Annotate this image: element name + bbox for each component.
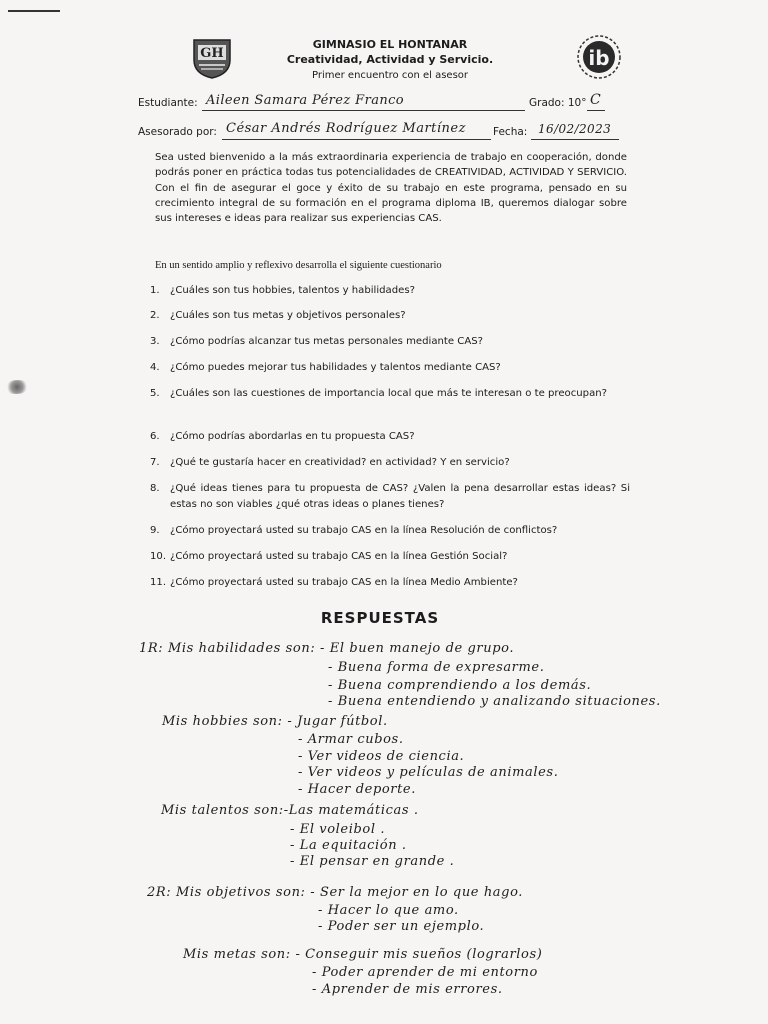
ib-letter: ib (588, 46, 610, 70)
question-number: 1. (150, 285, 160, 296)
answer-line: - Buena entendiendo y analizando situaciones. (328, 694, 661, 709)
answer-line: - Buena forma de expresarme. (328, 660, 545, 675)
advisor-name-value: César Andrés Rodríguez Martínez (226, 121, 466, 136)
date-underline (531, 139, 619, 140)
answer-line: - Buena comprendiendo a los demás. (328, 678, 592, 693)
answer-line: - El pensar en grande . (290, 854, 455, 869)
question-number: 2. (150, 310, 160, 321)
question-4 (150, 360, 630, 376)
school-name: GIMNASIO EL HONTANAR (312, 38, 468, 51)
question-number: 6. (150, 431, 160, 442)
answers-heading: RESPUESTAS (320, 609, 440, 627)
question-text: ¿Cómo podrías alcanzar tus metas personales mediante CAS? (170, 336, 484, 347)
question-text: ¿Qué ideas tienes para tu propuesta de CAS? ¿Valen la pena desarrollar estas ideas? Si estas no son viables ¿qué otras ideas o planes tienes? (170, 483, 630, 510)
answer-line: - Ver videos de ciencia. (298, 749, 465, 764)
question-text: ¿Cómo proyectará usted su trabajo CAS en la línea Medio Ambiente? (170, 577, 518, 588)
session-subtitle: Primer encuentro con el asesor (311, 70, 469, 81)
question-text: ¿Cómo proyectará usted su trabajo CAS en la línea Gestión Social? (170, 551, 508, 562)
student-label: Estudiante: (138, 97, 198, 109)
school-shield-logo (190, 36, 234, 80)
question-text: ¿Cuáles son tus metas y objetivos personales? (170, 310, 406, 321)
answer-line: Mis hobbies son: - Jugar fútbol. (162, 714, 388, 729)
grade-underline (587, 110, 605, 111)
student-underline (202, 110, 525, 111)
answer-line: Mis talentos son:-Las matemáticas . (161, 803, 419, 818)
question-5 (150, 386, 630, 402)
question-number: 4. (150, 362, 160, 373)
answer-line: Mis metas son: - Conseguir mis sueños (lograrlos) (183, 947, 543, 962)
question-3 (150, 334, 630, 350)
grade-label: Grado: 10° (529, 97, 587, 109)
student-name-value: Aileen Samara Pérez Franco (206, 93, 405, 108)
question-text: ¿Cuáles son tus hobbies, talentos y habilidades? (170, 285, 415, 296)
answer-line: - Ver videos y películas de animales. (298, 765, 559, 780)
question-number: 9. (150, 525, 160, 536)
shield-letters: GH (200, 46, 224, 61)
program-title: Creatividad, Actividad y Servicio. (286, 53, 494, 66)
question-1 (150, 283, 630, 299)
question-text: ¿Cómo puedes mejorar tus habilidades y talentos mediante CAS? (170, 362, 501, 373)
question-number: 10. (150, 551, 167, 562)
corner-pen-mark (8, 10, 60, 12)
question-number: 7. (150, 457, 160, 468)
question-2 (150, 308, 630, 324)
ink-smudge (6, 380, 28, 394)
question-11 (150, 575, 630, 591)
answer-line: - Poder aprender de mi entorno (312, 965, 538, 980)
answer-line: - Armar cubos. (298, 732, 404, 747)
answer-line: - La equitación . (290, 838, 407, 853)
answer-line: - El voleibol . (290, 822, 386, 837)
grade-value: C (590, 92, 601, 108)
answer-line: - Aprender de mis errores. (312, 982, 503, 997)
ib-logo (574, 34, 624, 80)
question-10 (150, 549, 630, 565)
answer-line: - Hacer deporte. (298, 782, 416, 797)
question-text: ¿Cómo podrías abordarlas en tu propuesta CAS? (170, 431, 415, 442)
answer-line: - Hacer lo que amo. (318, 903, 459, 918)
date-value: 16/02/2023 (538, 122, 612, 136)
instruction-line: En un sentido amplio y reflexivo desarrolla el siguiente cuestionario (155, 260, 442, 271)
question-8 (150, 481, 630, 512)
question-text: ¿Cuáles son las cuestiones de importancia local que más te interesan o te preocupan? (170, 388, 608, 399)
answer-line: 2R: Mis objetivos son: - Ser la mejor en lo que hago. (147, 885, 524, 900)
intro-paragraph: Sea usted bienvenido a la más extraordinaria experiencia de trabajo en cooperación, donde podrás poner en práctica todas tus potencialidades de CREATIVIDAD, ACTIVIDAD Y SERVICIO. Con el fin de asegurar el goce y éxito de su trabajo en este programa, pensado en su crecimiento integral de su formación en el programa diploma IB, queremos dialogar sobre sus intereses e ideas para realizar sus experiencias CAS. (155, 152, 627, 225)
question-text: ¿Cómo proyectará usted su trabajo CAS en la línea Resolución de conflictos? (170, 525, 558, 536)
advisor-underline (222, 139, 491, 140)
answer-line: 1R: Mis habilidades son: - El buen manejo de grupo. (139, 641, 515, 656)
question-6 (150, 429, 630, 445)
answer-line: - Poder ser un ejemplo. (318, 919, 485, 934)
question-7 (150, 455, 630, 471)
question-number: 8. (150, 483, 160, 494)
question-9 (150, 523, 630, 539)
question-number: 11. (150, 577, 167, 588)
question-number: 3. (150, 336, 160, 347)
question-text: ¿Qué te gustaría hacer en creatividad? en actividad? Y en servicio? (170, 457, 510, 468)
question-number: 5. (150, 388, 160, 399)
advisor-label: Asesorado por: (138, 126, 217, 138)
date-label: Fecha: (493, 126, 528, 138)
